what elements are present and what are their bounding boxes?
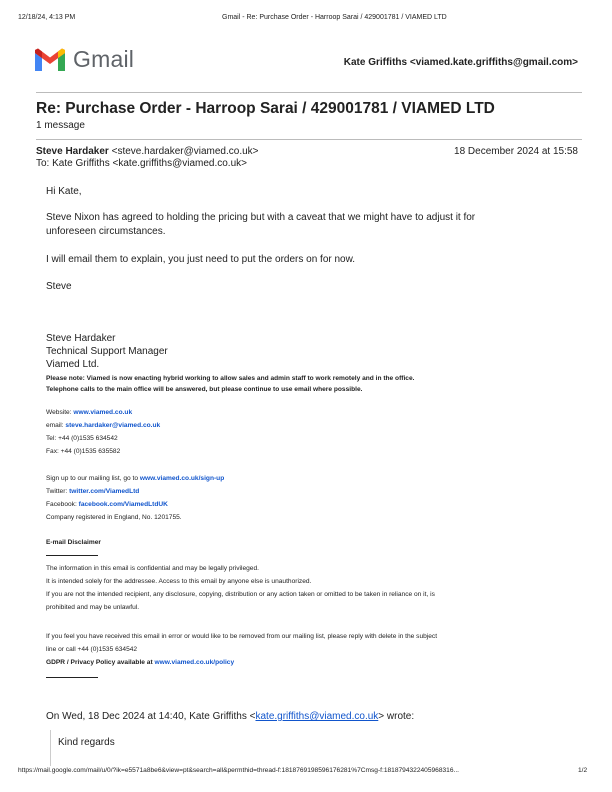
twitter-link[interactable]: twitter.com/ViamedLtd: [69, 488, 140, 495]
policy-link[interactable]: www.viamed.co.uk/policy: [154, 659, 235, 666]
gdpr-line: GDPR / Privacy Policy available at www.viamed.co.uk/policy: [46, 659, 235, 666]
divider: [46, 677, 98, 678]
divider: [36, 139, 582, 140]
gmail-wordmark: Gmail: [73, 46, 135, 72]
gmail-envelope-icon: [33, 47, 67, 73]
sig-facebook: Facebook: facebook.com/ViamedLtdUK: [46, 501, 168, 508]
disclaimer-title: E-mail Disclaimer: [46, 539, 101, 546]
sig-twitter: Twitter: twitter.com/ViamedLtd: [46, 488, 140, 495]
disclaimer-line: line or call +44 (0)1535 634542: [46, 646, 138, 653]
sig-email: email: steve.hardaker@viamed.co.uk: [46, 422, 161, 429]
sig-tel: Tel: +44 (0)1535 634542: [46, 435, 118, 442]
print-title: Gmail - Re: Purchase Order - Harroop Sarai / 429001781 / VIAMED LTD: [222, 14, 447, 21]
print-url: https://mail.google.com/mail/u/0/?ik=e5571a8be6&view=pt&search=all&permthid=thread-f:1818769198596176281%7Cmsg-f:1818794322405968316...: [18, 767, 459, 774]
sig-notice: Telephone calls to the main office will be answered, but please continue to use email where possible.: [46, 386, 363, 393]
divider: [36, 92, 582, 93]
email-link[interactable]: steve.hardaker@viamed.co.uk: [65, 422, 161, 429]
signoff: Steve: [46, 281, 72, 292]
disclaimer-line: It is intended solely for the addressee. Access to this email by anyone else is unauthorized.: [46, 578, 312, 585]
disclaimer-line: If you feel you have received this email in error or would like to be removed from our mailing list, please reply with delete in the subject: [46, 633, 438, 640]
gmail-logo[interactable]: [33, 46, 134, 73]
sig-website: Website: www.viamed.co.uk: [46, 409, 133, 416]
sig-role: Technical Support Manager: [46, 346, 168, 357]
print-datetime: 12/18/24, 4:13 PM: [18, 14, 76, 21]
body-line: unforeseen circumstances.: [46, 226, 166, 237]
website-link[interactable]: www.viamed.co.uk: [73, 409, 133, 416]
message-count: 1 message: [36, 120, 85, 131]
sig-name: Steve Hardaker: [46, 333, 116, 344]
quoted-text: Kind regards: [58, 737, 115, 748]
sig-signup: Sign up to our mailing list, go to www.viamed.co.uk/sign-up: [46, 475, 225, 482]
disclaimer-line: prohibited and may be unlawful.: [46, 604, 140, 611]
sender-email: <steve.hardaker@viamed.co.uk>: [111, 146, 259, 157]
sender-name: Steve Hardaker: [36, 146, 109, 157]
sig-registered: Company registered in England, No. 1201755.: [46, 514, 182, 521]
message-date: 18 December 2024 at 15:58: [454, 146, 578, 157]
quote-bar: [50, 730, 51, 766]
sender: [36, 146, 259, 157]
disclaimer-line: The information in this email is confidential and may be legally privileged.: [46, 565, 259, 572]
thread-subject: Re: Purchase Order - Harroop Sarai / 429001781 / VIAMED LTD: [36, 100, 495, 117]
sig-fax: Fax: +44 (0)1535 635582: [46, 448, 121, 455]
sig-notice: Please note: Viamed is now enacting hybrid working to allow sales and admin staff to work remotely and in the office.: [46, 375, 415, 382]
sig-company: Viamed Ltd.: [46, 359, 100, 370]
disclaimer-line: If you are not the intended recipient, any disclosure, copying, distribution or any action taken or omitted to be taken in reliance on it, is: [46, 591, 435, 598]
signup-link[interactable]: www.viamed.co.uk/sign-up: [139, 475, 225, 482]
recipient: To: Kate Griffiths <kate.griffiths@viamed.co.uk>: [36, 158, 247, 169]
facebook-link[interactable]: facebook.com/ViamedLtdUK: [78, 501, 168, 508]
divider: [46, 555, 98, 556]
body-line: I will email them to explain, you just need to put the orders on for now.: [46, 254, 356, 265]
body-line: Steve Nixon has agreed to holding the pricing but with a caveat that we might have to adjust it for: [46, 212, 476, 223]
quote-header: On Wed, 18 Dec 2024 at 14:40, Kate Griffiths <kate.griffiths@viamed.co.uk> wrote:: [46, 711, 415, 722]
page-number: 1/2: [578, 767, 588, 774]
quoted-email-link[interactable]: kate.griffiths@viamed.co.uk: [255, 711, 379, 722]
greeting: Hi Kate,: [46, 186, 82, 197]
account-email: Kate Griffiths <viamed.kate.griffiths@gmail.com>: [343, 57, 578, 68]
